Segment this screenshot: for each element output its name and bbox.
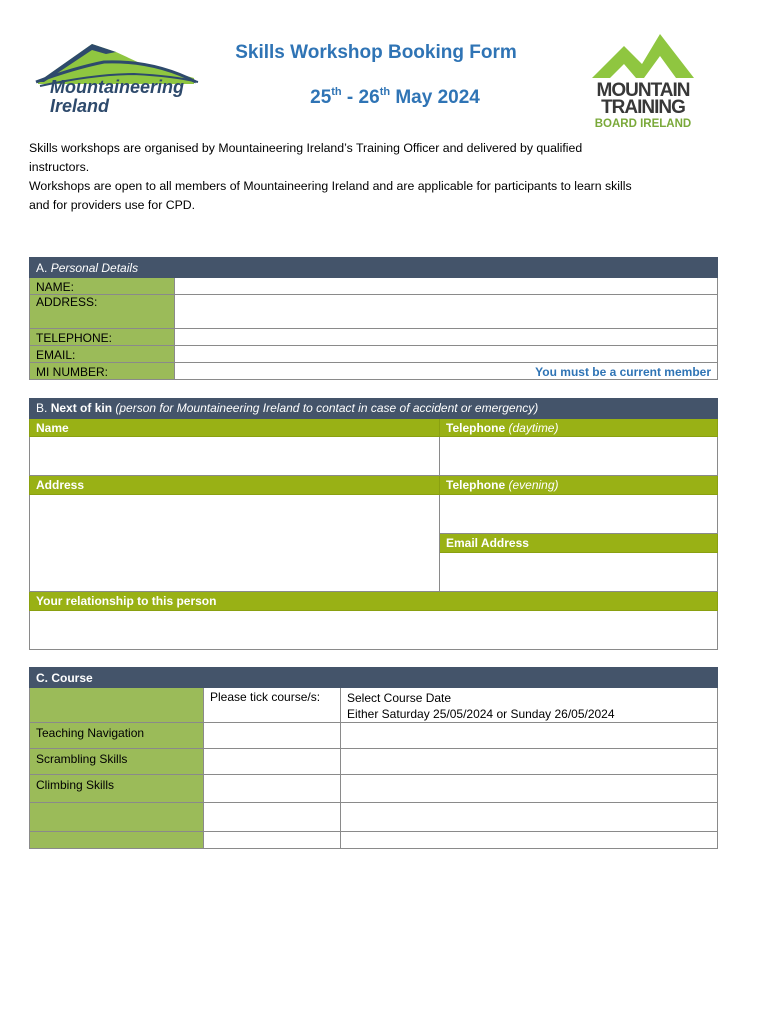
logo-text-line2: Ireland xyxy=(50,96,110,116)
date-separator: - xyxy=(341,87,359,108)
kin-telephone-day-field[interactable] xyxy=(440,437,718,476)
personal-details-table xyxy=(29,257,718,380)
intro-line: instructors. xyxy=(29,160,90,174)
kin-address-label: Address xyxy=(30,476,440,495)
logo-text-mountain: MOUNTAIN xyxy=(596,80,690,101)
next-of-kin-table xyxy=(29,398,718,650)
section-b-header xyxy=(30,399,718,419)
date-to-suffix: th xyxy=(379,86,391,98)
kin-name-label: Name xyxy=(30,419,440,437)
logo-text-board: BOARD IRELAND xyxy=(594,118,692,130)
mi-number-field[interactable] xyxy=(175,363,718,380)
section-a-letter: A. xyxy=(36,261,48,275)
course-date-cell[interactable] xyxy=(341,723,718,749)
mi-number-label: MI NUMBER: xyxy=(30,363,175,380)
kin-address-field[interactable] xyxy=(30,495,440,592)
course-name: Climbing Skills xyxy=(30,775,204,803)
course-date-cell[interactable] xyxy=(341,803,718,832)
logo-text-line1: Mountaineering xyxy=(50,77,184,97)
relationship-label: Your relationship to this person xyxy=(30,592,718,611)
evening-label: (evening) xyxy=(508,478,559,492)
course-date-cell[interactable] xyxy=(341,775,718,803)
course-row xyxy=(30,803,718,832)
date-to: 26 xyxy=(358,87,380,108)
kin-telephone-day-label xyxy=(440,419,718,437)
course-tick-cell[interactable] xyxy=(204,723,341,749)
email-label: EMAIL: xyxy=(30,346,175,363)
section-b-subtitle: (person for Mountaineering Ireland to contact in case of accident or emergency) xyxy=(115,401,539,415)
date-month-year: May 2024 xyxy=(390,87,480,108)
daytime-label: (daytime) xyxy=(508,421,559,435)
course-header-blank xyxy=(30,688,204,723)
section-b-letter: B. xyxy=(36,401,48,415)
course-row xyxy=(30,832,718,849)
intro-line: Skills workshops are organised by Mountaineering Ireland’s Training Officer and delivered by qualified xyxy=(29,141,583,155)
name-field[interactable] xyxy=(175,278,718,295)
email-field[interactable] xyxy=(175,346,718,363)
tick-label: Please tick course/s: xyxy=(204,688,341,723)
course-name xyxy=(30,803,204,832)
form-title: Skills Workshop Booking Form xyxy=(235,42,517,63)
telephone-label: Telephone xyxy=(446,478,506,492)
course-tick-cell[interactable] xyxy=(204,832,341,849)
kin-telephone-evening-field[interactable] xyxy=(440,495,718,534)
date-from-suffix: th xyxy=(331,86,342,98)
form-dates xyxy=(200,86,590,109)
telephone-label: Telephone xyxy=(446,421,506,435)
relationship-field[interactable] xyxy=(30,611,718,650)
telephone-field[interactable] xyxy=(175,329,718,346)
course-date-cell[interactable] xyxy=(341,832,718,849)
kin-email-field[interactable] xyxy=(440,553,718,592)
mountain-m-icon xyxy=(588,34,698,82)
intro-text xyxy=(29,139,709,215)
course-tick-cell[interactable] xyxy=(204,775,341,803)
course-row xyxy=(30,723,718,749)
course-tick-cell[interactable] xyxy=(204,803,341,832)
kin-telephone-evening-label xyxy=(440,476,718,495)
mountaineering-ireland-logo xyxy=(34,38,204,122)
intro-line: Workshops are open to all members of Mountaineering Ireland and are applicable for participants to learn skills xyxy=(29,179,632,193)
course-row xyxy=(30,775,718,803)
course-name xyxy=(30,832,204,849)
telephone-label: TELEPHONE: xyxy=(30,329,175,346)
course-date-header xyxy=(341,688,718,723)
course-name: Scrambling Skills xyxy=(30,749,204,775)
course-date-options: Either Saturday 25/05/2024 or Sunday 26/05/2024 xyxy=(347,707,615,721)
member-note: You must be a current member xyxy=(535,365,711,379)
mountain-training-logo xyxy=(588,34,698,134)
section-c-title: C. Course xyxy=(30,668,718,688)
course-date-cell[interactable] xyxy=(341,749,718,775)
course-tick-cell[interactable] xyxy=(204,749,341,775)
course-name: Teaching Navigation xyxy=(30,723,204,749)
kin-email-label: Email Address xyxy=(440,534,718,553)
course-date-label: Select Course Date xyxy=(347,691,452,705)
course-table xyxy=(29,667,718,849)
course-row xyxy=(30,749,718,775)
section-b-title: Next of kin xyxy=(50,401,113,415)
address-field[interactable] xyxy=(175,295,718,329)
section-c-header xyxy=(30,668,718,688)
logo-text-training: TRAINING xyxy=(601,97,685,118)
date-from: 25 xyxy=(310,87,332,108)
name-label: NAME: xyxy=(30,278,175,295)
address-label: ADDRESS: xyxy=(30,295,175,329)
kin-name-field[interactable] xyxy=(30,437,440,476)
section-a-title: Personal Details xyxy=(50,261,139,275)
intro-line: and for providers use for CPD. xyxy=(29,198,196,212)
section-a-header xyxy=(30,258,718,278)
